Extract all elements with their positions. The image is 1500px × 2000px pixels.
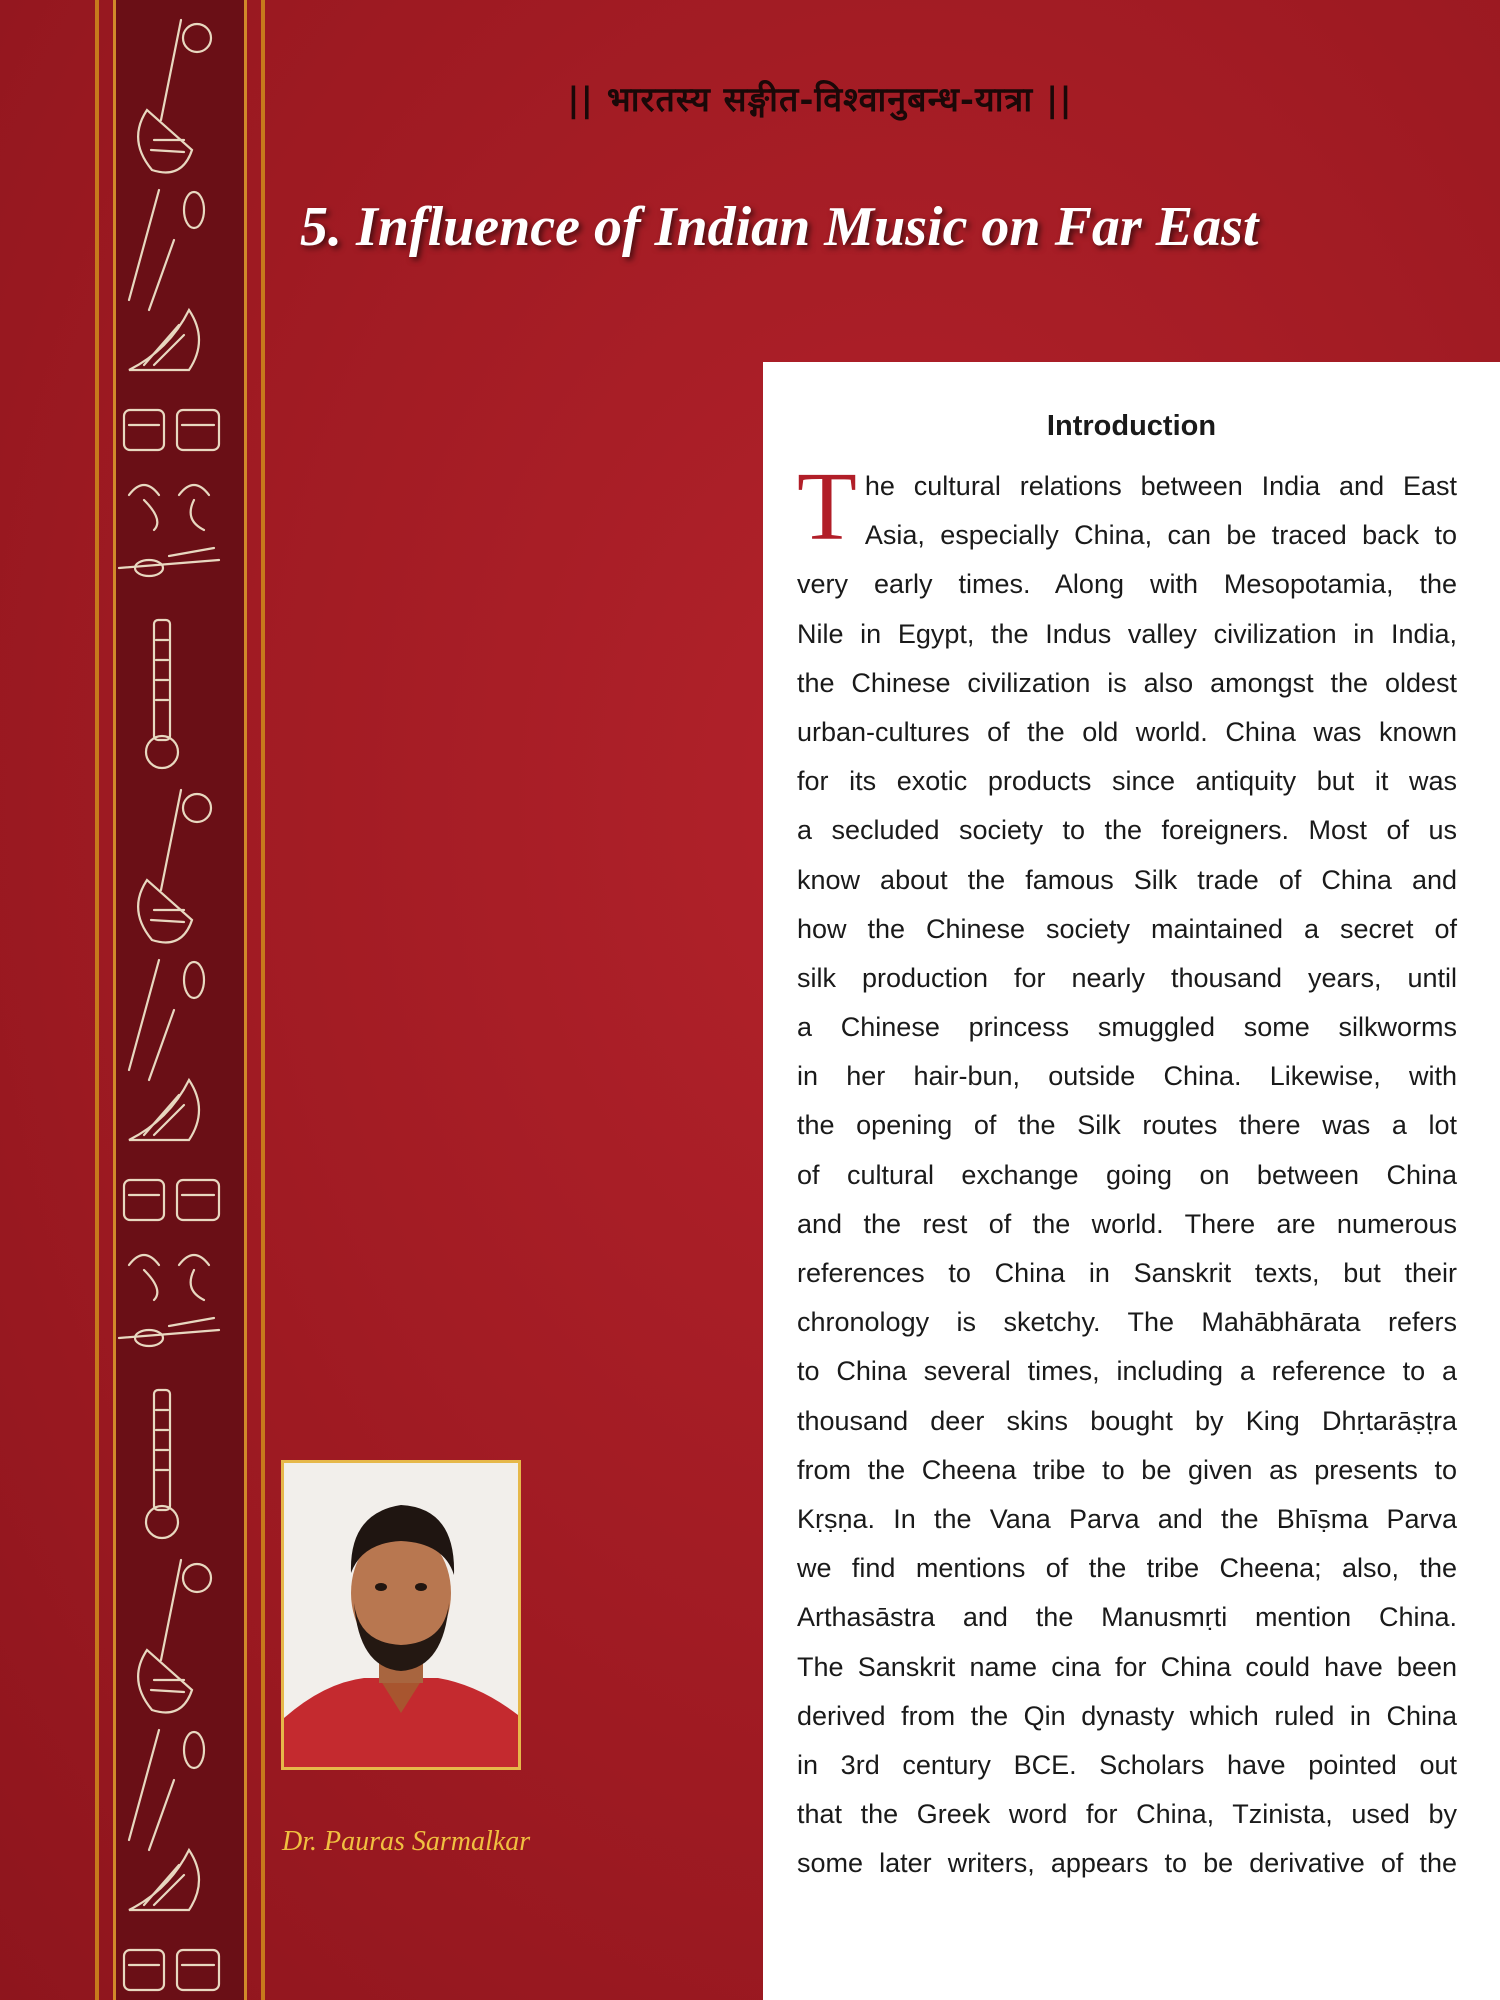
body-line: references to China in Sanskrit texts, but their [797,1258,1457,1288]
body-line: of cultural exchange going on between China [797,1159,1457,1190]
body-line: know about the famous Silk trade of China and [797,864,1457,895]
body-line: thousand deer skins bought by King Dhṛtarāṣṭra [797,1405,1457,1436]
bowed-instrument-icon [119,548,219,576]
body-line: that the Greek word for China, Tzinista, used by [797,1799,1457,1830]
veena-icon [138,20,211,173]
body-line: Asia, especially China, can be traced back to [864,520,1457,551]
body-line: and the rest of the world. There are numerous [797,1208,1457,1239]
body-line: urban-cultures of the old world. China was known [797,716,1457,747]
body-line: how the Chinese society maintained a secret of [797,913,1457,944]
body-line: silk production for nearly thousand years, until [797,962,1457,993]
body-line: he cultural relations between India and East [864,471,1457,501]
chapter-title: 5. Influence of Indian Music on Far East [300,196,1259,258]
drop-cap: T [797,453,857,561]
author-photo [281,1460,521,1770]
author-portrait-image [284,1463,518,1767]
cymbals-icon [129,485,209,530]
instrument-illustrations [99,0,269,2000]
body-line: in 3rd century BCE. Scholars have pointed out [797,1749,1457,1780]
body-line: in her hair-bun, outside China. Likewise, with [797,1061,1457,1092]
body-line: Nile in Egypt, the Indus valley civilization in India, [797,618,1457,649]
body-line: to China several times, including a reference to a [797,1356,1457,1387]
body-line: Kṛṣṇa. In the Vana Parva and the Bhīṣma Parva [797,1503,1457,1534]
decorative-instrument-band [95,0,265,2000]
body-line: some later writers, appears to be derivative of the [797,1848,1457,1879]
body-line: very early times. Along with Mesopotamia, the [797,569,1457,600]
harp-icon [129,310,199,370]
sanskrit-header: || भारतस्य सङ्गीत-विश्वानुबन्ध-यात्रा || [567,80,1073,120]
section-heading: Introduction [1046,410,1217,442]
body-line: for its exotic products since antiquity but it was [797,766,1457,797]
article-body [797,453,1457,1888]
sitar-icon [146,620,178,768]
body-line: from the Cheena tribe to be given as presents to [797,1454,1457,1485]
body-line: the Chinese civilization is also amongst the oldest [797,667,1457,698]
article-panel [763,362,1500,2000]
drums-icon [124,410,219,450]
body-line: chronology is sketchy. The Mahābhārata refers [797,1307,1457,1338]
body-line: Arthasāstra and the Manusmṛti mention China. [797,1602,1457,1633]
body-line: derived from the Qin dynasty which ruled in China [797,1700,1457,1731]
body-line: we find mentions of the tribe Cheena; also, the [797,1553,1457,1584]
flute-icon [129,190,204,310]
author-name: Dr. Pauras Sarmalkar [282,1826,531,1857]
body-line: a Chinese princess smuggled some silkworms [797,1012,1457,1043]
body-line: The Sanskrit name cina for China could have been [797,1651,1457,1682]
body-line: a secluded society to the foreigners. Most of us [797,815,1457,846]
body-line: the opening of the Silk routes there was a lot [797,1110,1457,1141]
